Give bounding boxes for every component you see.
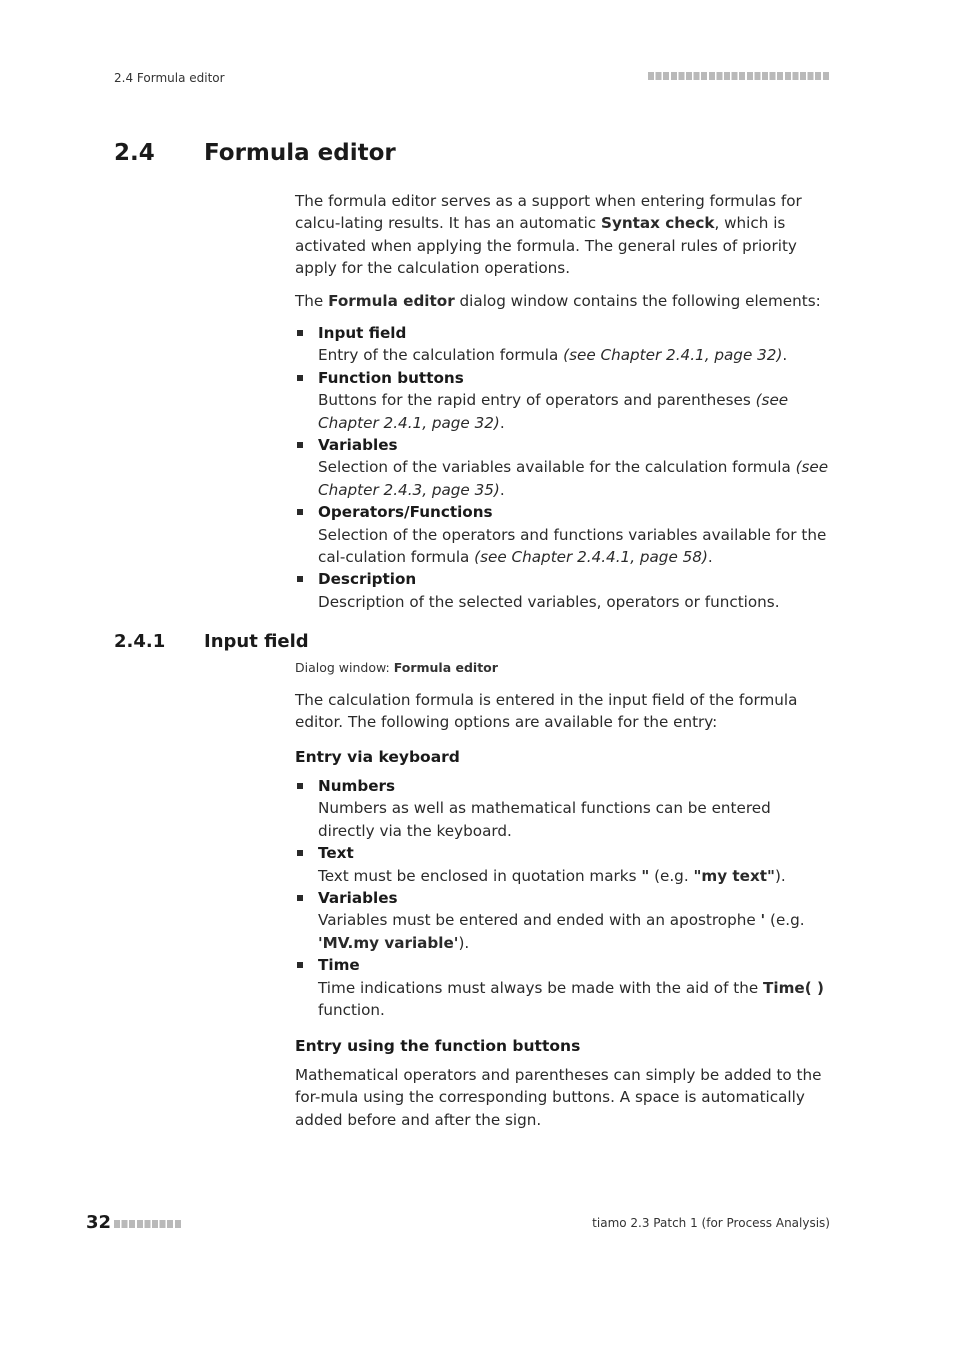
running-header: 2.4 Formula editor [114, 71, 225, 85]
list-item: Input field Entry of the calculation formula (see Chapter 2.4.1, page 32). [295, 322, 831, 367]
function-buttons-heading: Entry using the function buttons [295, 1037, 581, 1055]
list-item: Text Text must be enclosed in quotation marks " (e.g. "my text"). [295, 842, 831, 887]
list-item: Description Description of the selected variables, operators or functions. [295, 568, 831, 613]
subsection-title: Input field [204, 631, 309, 652]
section-title: Formula editor [204, 140, 396, 166]
function-buttons-paragraph: Mathematical operators and parentheses can simply be added to the for-mula using the corresponding buttons. A space is automatically added before and after the sign. [295, 1066, 822, 1129]
intro-paragraph-2: The Formula editor dialog window contains the following elements: [295, 292, 821, 310]
footer-decoration [114, 1220, 182, 1228]
dialog-window-label: Dialog window: Formula editor [295, 660, 498, 675]
list-item: Time Time indications must always be made with the aid of the Time( ) function. [295, 954, 831, 1021]
header-decoration [648, 72, 830, 80]
keyboard-heading: Entry via keyboard [295, 748, 460, 766]
list-item: Numbers Numbers as well as mathematical functions can be entered directly via the keyboard. [295, 775, 831, 842]
input-intro-paragraph: The calculation formula is entered in the input field of the formula editor. The following options are available for the entry: [295, 691, 798, 732]
keyboard-list [295, 775, 831, 1021]
intro-paragraph-1: The formula editor serves as a support when entering formulas for calcu-lating results. It has an automatic Syntax check, which is activated when applying the formula. The general rules of priority apply for the calculation operations. [295, 192, 802, 278]
page-number: 32 [86, 1212, 112, 1233]
list-item: Variables Variables must be entered and ended with an apostrophe ' (e.g. 'MV.my variable'). [295, 887, 831, 954]
elements-list [295, 322, 831, 613]
subsection-number: 2.4.1 [114, 631, 166, 652]
list-item: Operators/Functions Selection of the operators and functions variables available for the cal-culation formula (see Chapter 2.4.4.1, page 58). [295, 501, 831, 568]
footer-product: tiamo 2.3 Patch 1 (for Process Analysis) [592, 1216, 830, 1230]
list-item: Variables Selection of the variables available for the calculation formula (see Chapter 2.4.3, page 35). [295, 434, 831, 501]
section-number: 2.4 [114, 140, 155, 166]
list-item: Function buttons Buttons for the rapid entry of operators and parentheses (see Chapter 2.4.1, page 32). [295, 367, 831, 434]
